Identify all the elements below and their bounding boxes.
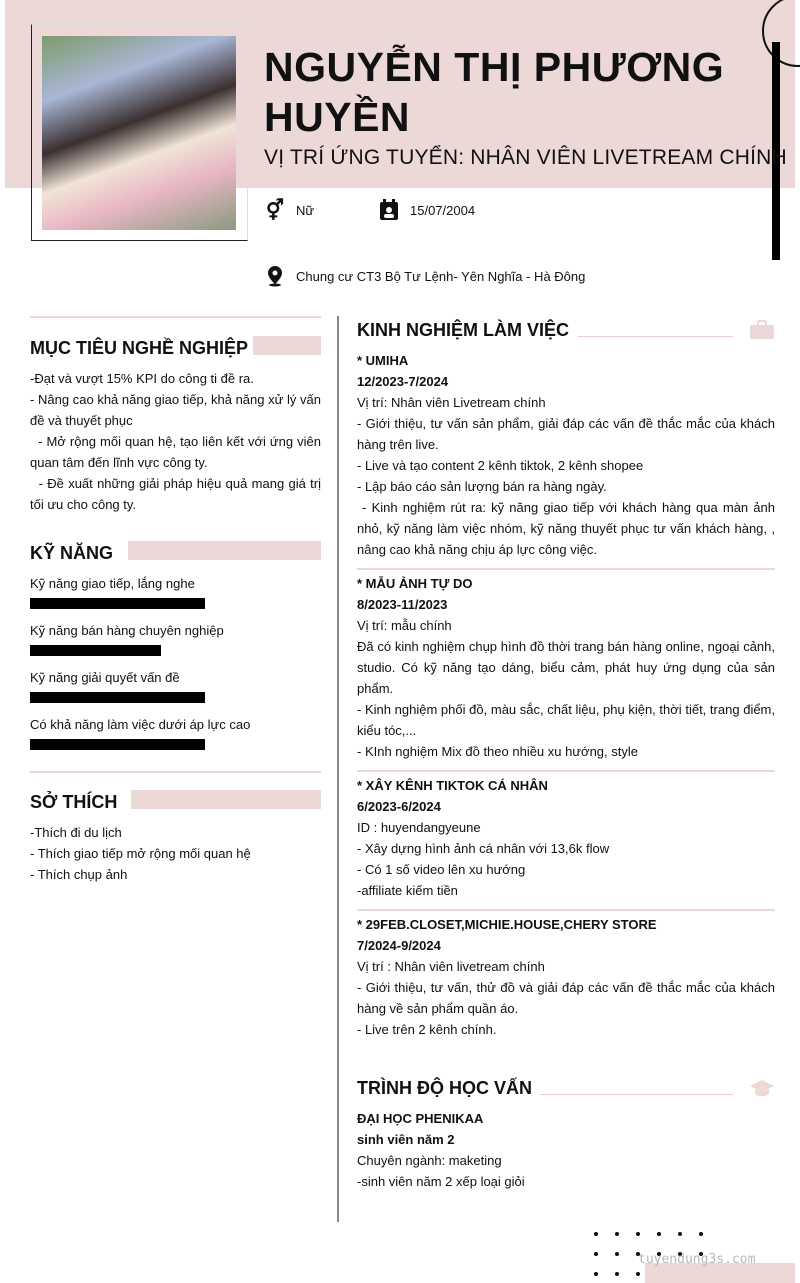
job-detail: - Kinh nghiệm phối đồ, màu sắc, chất liệu, phụ kiện, thời tiết, trang điểm, kiểu tóc,... xyxy=(357,702,779,738)
job-company: * XÂY KÊNH TIKTOK CÁ NHÂN xyxy=(357,778,548,793)
column-divider xyxy=(337,316,339,1222)
job-detail: - Giới thiệu, tư vấn sản phẩm, giải đáp các vấn đề thắc mắc của khách hàng trên live. xyxy=(357,416,779,452)
job-separator xyxy=(357,568,775,570)
calendar-icon xyxy=(378,199,400,221)
skill-label: Kỹ năng bán hàng chuyên nghiệp xyxy=(30,623,224,638)
hobby-item: - Thích giao tiếp mở rộng mối quan hệ xyxy=(30,846,251,861)
hobby-item: - Thích chụp ảnh xyxy=(30,867,128,882)
school-year: sinh viên năm 2 xyxy=(357,1132,455,1147)
objective-section-title xyxy=(30,336,321,360)
objective-line: - Đề xuất những giải pháp hiệu quả mang giá trị tối ưu cho công ty. xyxy=(30,476,325,512)
title-line xyxy=(540,1094,733,1095)
skill-level-bar xyxy=(30,692,205,703)
objective-line: -Đạt và vượt 15% KPI do công ti đề ra. xyxy=(30,371,254,386)
job-detail: - Xây dựng hình ảnh cá nhân với 13,6k flow xyxy=(357,841,610,856)
left-column xyxy=(30,316,325,885)
job-detail: - Giới thiệu, tư vấn, thử đồ và giải đáp các vấn đề thắc mắc của khách hàng về sản phẩm quần áo. xyxy=(357,980,779,1016)
graduation-cap-icon xyxy=(749,1078,775,1098)
divider xyxy=(30,771,321,773)
job-entry xyxy=(357,573,779,762)
skills-section-title xyxy=(30,541,321,565)
address-info xyxy=(264,265,585,287)
title-accent xyxy=(128,541,321,560)
education-section-title xyxy=(357,1076,775,1100)
location-pin-icon xyxy=(264,265,286,287)
job-detail: Vị trí : Nhân viên livetream chính xyxy=(357,959,545,974)
school-name: ĐẠI HỌC PHENIKAA xyxy=(357,1111,484,1126)
skill-level-bar xyxy=(30,598,205,609)
job-entry xyxy=(357,914,779,1040)
candidate-name: NGUYỄN THỊ PHƯƠNG HUYỀN xyxy=(264,44,725,140)
job-separator xyxy=(357,770,775,772)
dob-value: 15/07/2004 xyxy=(410,202,476,218)
job-period: 7/2024-9/2024 xyxy=(357,938,441,953)
dob-info xyxy=(378,199,475,221)
gender-value: Nữ xyxy=(296,202,315,218)
education-note: -sinh viên năm 2 xếp loại giỏi xyxy=(357,1174,525,1189)
watermark: tuyendung3s.com xyxy=(638,1252,756,1267)
job-period: 6/2023-6/2024 xyxy=(357,799,441,814)
job-detail: - Kinh nghiệm rút ra: kỹ năng giao tiếp với khách hàng qua màn ảnh nhỏ, kỹ năng làm việc nhóm, kỹ năng thuyết phục tư vấn khách hàng, , nâng cao khả năng chịu áp lực công việc. xyxy=(357,500,779,557)
skill-level-bar xyxy=(30,739,205,750)
applied-position: VỊ TRÍ ỨNG TUYỂN: NHÂN VIÊN LIVETREAM CHÍNH xyxy=(264,146,787,169)
title-line xyxy=(578,336,733,337)
job-entry xyxy=(357,350,779,560)
skill-level-bar xyxy=(30,645,161,656)
hobby-item: -Thích đi du lịch xyxy=(30,825,122,840)
job-detail: - Live và tạo content 2 kênh tiktok, 2 kênh shopee xyxy=(357,458,644,473)
experience-title: KINH NGHIỆM LÀM VIỆC xyxy=(357,320,570,340)
job-period: 8/2023-11/2023 xyxy=(357,597,448,612)
job-detail: - Lập báo cáo sản lượng bán ra hàng ngày. xyxy=(357,479,607,494)
job-detail: - Có 1 số video lên xu hướng xyxy=(357,862,526,877)
skill-label: Kỹ năng giao tiếp, lắng nghe xyxy=(30,576,195,591)
divider xyxy=(30,316,321,318)
skill-label: Kỹ năng giải quyết vấn đề xyxy=(30,670,180,685)
job-detail: -affiliate kiếm tiền xyxy=(357,883,458,898)
education-major: Chuyên ngành: maketing xyxy=(357,1153,502,1168)
job-company: * UMIHA xyxy=(357,353,409,368)
job-detail: Vị trí: Nhân viên Livetream chính xyxy=(357,395,546,410)
title-accent xyxy=(131,790,321,809)
hobbies-title: SỞ THÍCH xyxy=(30,792,118,812)
job-detail: - KInh nghiệm Mix đồ theo nhiều xu hướng, style xyxy=(357,744,638,759)
job-company: * MẪU ẢNH TỰ DO xyxy=(357,576,473,591)
job-detail: ID : huyendangyeune xyxy=(357,820,481,835)
job-entry xyxy=(357,775,775,901)
experience-section-title xyxy=(357,318,775,342)
job-detail: Đã có kinh nghiệm chụp hình đồ thời trang bán hàng online, ngoại cảnh, studio. Có kỹ năng tạo dáng, biểu cảm, phát huy ứng dụng của sản phẩm. xyxy=(357,639,779,696)
objective-title: MỤC TIÊU NGHỀ NGHIỆP xyxy=(30,338,249,358)
profile-photo xyxy=(42,36,236,230)
briefcase-icon xyxy=(749,320,775,340)
gender-icon: ⚥ xyxy=(265,199,285,222)
job-company: * 29FEB.CLOSET,MICHIE.HOUSE,CHERY STORE xyxy=(357,917,657,932)
education-title: TRÌNH ĐỘ HỌC VẤN xyxy=(357,1078,532,1098)
right-column xyxy=(357,318,779,1192)
title-accent xyxy=(253,336,321,355)
job-separator xyxy=(357,909,775,911)
experience-list xyxy=(357,350,779,1040)
job-detail: - Live trên 2 kênh chính. xyxy=(357,1022,497,1037)
gender-info xyxy=(264,199,314,221)
job-detail: Vị trí: mẫu chính xyxy=(357,618,452,633)
address-value: Chung cư CT3 Bộ Tư Lệnh- Yên Nghĩa - Hà Đông xyxy=(296,268,586,284)
objective-line: - Nâng cao khả năng giao tiếp, khả năng xử lý vấn đề và thuyết phục xyxy=(30,392,321,428)
skills-title: KỸ NĂNG xyxy=(30,543,114,563)
objective-line: - Mở rộng mối quan hệ, tạo liên kết với ứng viên quan tâm đến lĩnh vực công ty. xyxy=(30,434,325,470)
skills-list xyxy=(30,573,321,750)
job-period: 12/2023-7/2024 xyxy=(357,374,449,389)
skill-label: Có khả năng làm việc dưới áp lực cao xyxy=(30,717,251,732)
hobbies-section-title xyxy=(30,790,321,814)
